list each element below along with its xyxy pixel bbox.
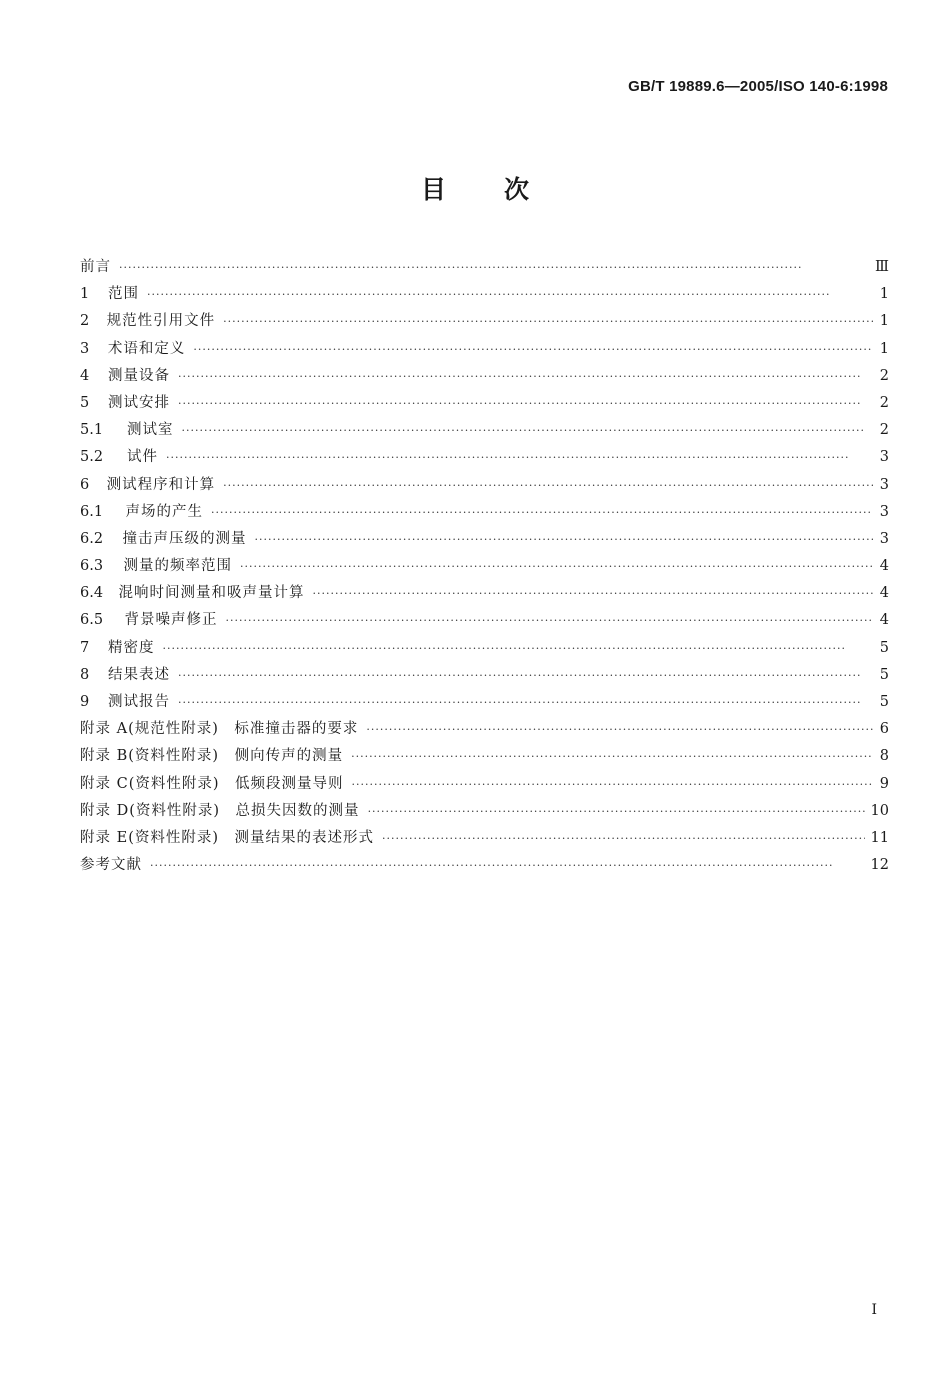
toc-entry-number: 4 [80,367,90,384]
toc-entry-page: 3 [879,503,889,520]
toc-entry-page: 9 [879,775,889,792]
toc-entry[interactable] [80,852,889,879]
toc-entry[interactable] [80,390,889,417]
toc-entry-page: 5 [879,666,889,683]
toc-entry[interactable] [80,472,889,499]
toc-entry-number: 3 [80,340,90,357]
toc-leader [147,281,873,308]
toc-entry-text: 附录 B(资料性附录) 侧向传声的测量 [80,748,344,765]
toc-entry-text: 测试室 [127,422,174,439]
toc-entry[interactable] [80,281,889,308]
toc-entry[interactable] [80,336,889,363]
toc-leader [166,444,873,471]
toc-leader [211,499,873,526]
toc-entry-number: 5 [80,394,90,411]
toc-entry[interactable] [80,771,889,798]
toc-entry-number: 6.1 [80,503,104,520]
toc-entry-text: 前言 [80,259,111,275]
toc-entry-number: 1 [80,286,90,303]
toc-leader [351,743,873,770]
toc-entry-page: 2 [879,367,889,384]
toc-entry-text: 背景噪声修正 [124,612,218,629]
toc-entry[interactable] [80,635,889,662]
toc-entry[interactable] [80,308,889,335]
toc-entry-page: 10 [870,802,889,819]
toc-entry-number: 7 [80,639,90,656]
toc-entry-text: 测试安排 [108,394,170,411]
toc-entry-page: 12 [870,857,889,874]
toc-entry-text: 附录 D(资料性附录) 总损失因数的测量 [80,802,360,819]
toc-entry-page: 3 [879,530,889,547]
toc-entry[interactable] [80,526,889,553]
toc-entry-number: 8 [80,666,90,683]
toc-entry-page: 1 [879,340,889,357]
toc-entry-text: 声场的产生 [125,503,204,520]
toc-entry[interactable] [80,254,889,281]
toc-entry-text: 参考文献 [80,857,142,874]
toc-leader [119,254,869,281]
toc-leader [382,825,865,852]
toc-entry-text: 测试程序和计算 [106,476,216,493]
toc-entry-page: 8 [879,748,889,765]
toc-entry-text: 结果表述 [108,666,170,683]
page-number: I [871,1302,877,1318]
toc-entry-page: 3 [879,476,889,493]
toc-entry-number: 6.3 [80,558,104,575]
toc-entry-page: Ⅲ [875,259,889,275]
toc-entry[interactable] [80,553,889,580]
toc-entry-text: 精密度 [108,639,155,656]
toc-entry[interactable] [80,825,889,852]
toc-entry-number: 6.4 [80,585,104,602]
toc-entry-page: 3 [879,449,889,466]
toc-entry-text: 测试报告 [108,694,170,710]
toc-leader [182,417,874,444]
toc-leader [178,689,873,716]
toc-entry-page: 5 [879,639,889,656]
toc-entry-page: 1 [879,313,889,330]
toc-leader [240,553,873,580]
toc-entry-page: 4 [879,612,889,629]
toc-leader [178,363,873,390]
toc-entry[interactable] [80,716,889,743]
toc-entry[interactable] [80,499,889,526]
toc-entry-text: 附录 C(资料性附录) 低频段测量导则 [80,775,344,792]
toc-entry[interactable] [80,580,889,607]
toc-entry-number: 5.2 [80,449,104,466]
toc-entry[interactable] [80,689,889,716]
toc-entry-page: 2 [879,422,889,439]
toc-entry-text: 混响时间测量和吸声量计算 [118,585,305,602]
toc-entry-text: 测量设备 [108,367,170,384]
toc-leader [313,580,873,607]
toc-leader [368,798,865,825]
toc-entry[interactable] [80,662,889,689]
toc-entry-page: 6 [879,721,889,738]
toc-entry-page: 4 [879,558,889,575]
toc-entry[interactable] [80,743,889,770]
toc-leader [255,526,873,553]
page-title: 目次 [420,175,587,204]
toc-leader [352,771,873,798]
toc-entry-page: 4 [879,585,889,602]
toc-entry[interactable] [80,444,889,471]
toc-leader [366,716,873,743]
toc-entry-text: 术语和定义 [107,340,186,357]
table-of-contents [80,254,889,879]
toc-entry-page: 1 [879,286,889,303]
toc-entry[interactable] [80,363,889,390]
toc-leader [178,662,873,689]
toc-entry-number: 6.5 [80,612,104,629]
toc-leader [226,607,873,634]
toc-entry[interactable] [80,607,889,634]
toc-leader [223,308,873,335]
toc-entry-number: 6.2 [80,530,104,547]
toc-entry[interactable] [80,798,889,825]
toc-entry-text: 规范性引用文件 [106,313,216,330]
toc-entry-number: 5.1 [80,422,104,439]
toc-entry-text: 试件 [127,449,158,466]
toc-entry-text: 测量的频率范围 [123,558,233,575]
toc-leader [223,472,873,499]
toc-entry-number: 2 [80,313,90,330]
toc-entry-page: 2 [879,394,889,411]
toc-entry-page: 11 [870,829,889,846]
toc-entry-number: 9 [80,694,90,710]
toc-entry-number: 6 [80,476,90,493]
standard-number: GB/T 19889.6—2005/ISO 140-6:1998 [628,78,888,95]
toc-entry[interactable] [80,417,889,444]
toc-leader [178,390,873,417]
toc-entry-text: 附录 E(资料性附录) 测量结果的表述形式 [80,829,375,846]
toc-entry-text: 附录 A(规范性附录) 标准撞击器的要求 [80,721,359,738]
toc-entry-page: 5 [879,694,889,710]
toc-entry-text: 范围 [108,286,139,303]
toc-leader [150,852,865,879]
toc-entry-text: 撞击声压级的测量 [122,530,247,547]
toc-leader [163,635,874,662]
toc-leader [193,336,873,363]
